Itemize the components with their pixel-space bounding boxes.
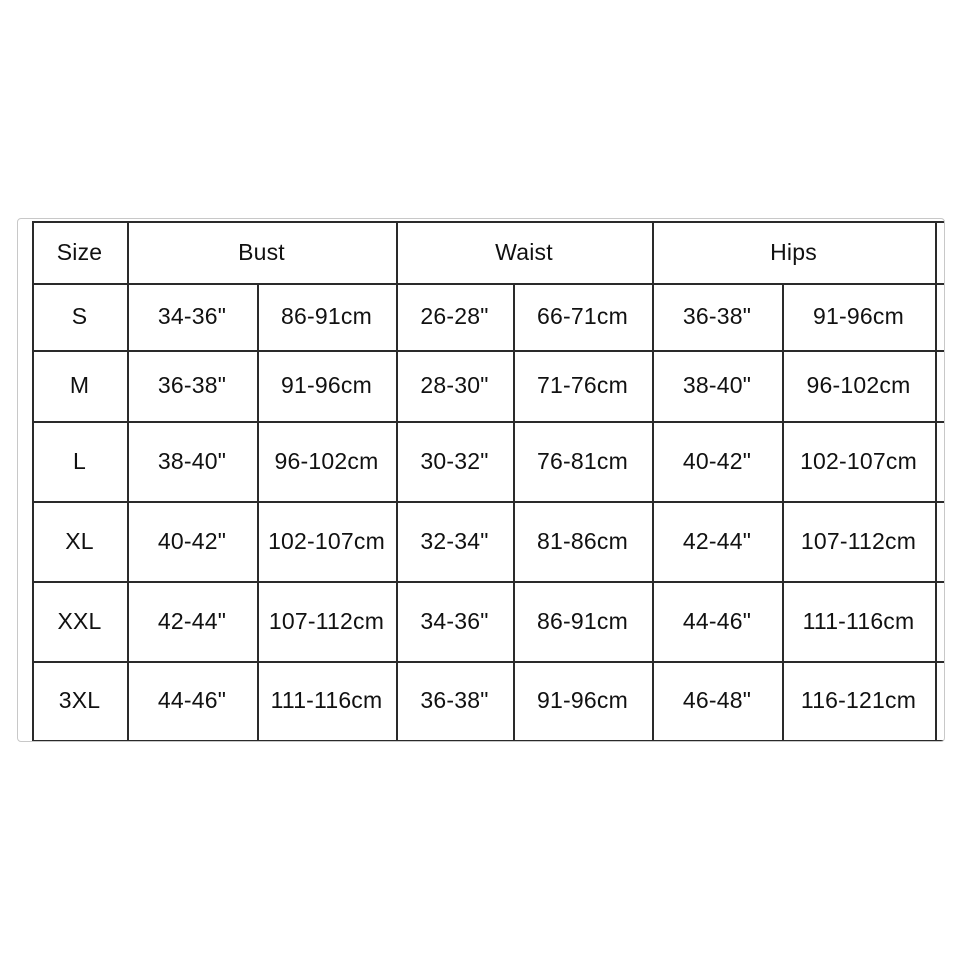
header-hips: Hips xyxy=(770,238,817,265)
cell-bust-cm: 102-107cm xyxy=(268,527,385,554)
cell-bust-in: 44-46" xyxy=(157,687,227,713)
cell-bust-in: 42-44" xyxy=(157,607,227,634)
cell-waist-in: 28-30" xyxy=(420,372,489,398)
cell-waist-in: 26-28" xyxy=(420,303,489,329)
cell-size: M xyxy=(69,372,90,398)
cell-hips-in: 40-42" xyxy=(682,447,752,474)
cell-bust-cm: 96-102cm xyxy=(274,447,379,474)
cell-waist-cm: 81-86cm xyxy=(537,527,628,554)
cell-hips-cm: 96-102cm xyxy=(806,372,911,398)
cell-waist-cm: 66-71cm xyxy=(537,303,628,329)
cell-bust-in: 40-42" xyxy=(157,527,227,554)
cell-waist-cm: 71-76cm xyxy=(537,372,628,398)
cell-hips-in: 46-48" xyxy=(682,687,752,713)
cell-bust-cm: 111-116cm xyxy=(270,687,383,713)
cell-hips-cm: 116-121cm xyxy=(800,687,917,713)
cell-waist-in: 34-36" xyxy=(420,607,489,634)
cell-hips-cm: 102-107cm xyxy=(800,447,917,474)
cell-size: 3XL xyxy=(58,687,101,713)
cell-bust-cm: 107-112cm xyxy=(268,607,385,634)
cell-bust-in: 36-38" xyxy=(157,372,227,398)
cell-size: XL xyxy=(65,527,94,554)
cell-waist-cm: 86-91cm xyxy=(537,607,628,634)
cell-hips-cm: 91-96cm xyxy=(813,303,904,329)
header-waist: Waist xyxy=(495,238,553,265)
cell-waist-in: 36-38" xyxy=(420,687,489,713)
size-chart-table xyxy=(17,218,945,742)
cell-hips-in: 36-38" xyxy=(682,303,752,329)
cell-bust-in: 34-36" xyxy=(157,303,227,329)
cell-waist-cm: 91-96cm xyxy=(537,687,628,713)
cell-hips-cm: 111-116cm xyxy=(802,607,915,634)
cell-size: XXL xyxy=(57,607,102,634)
cell-bust-in: 38-40" xyxy=(157,447,227,474)
cell-bust-cm: 91-96cm xyxy=(281,372,372,398)
cell-size: S xyxy=(71,303,88,329)
cell-waist-in: 32-34" xyxy=(420,527,489,554)
grid-line-col xyxy=(935,221,937,740)
cell-size: L xyxy=(73,447,86,474)
cell-hips-in: 38-40" xyxy=(682,372,752,398)
header-bust: Bust xyxy=(238,238,285,265)
cell-bust-cm: 86-91cm xyxy=(281,303,372,329)
cell-hips-in: 44-46" xyxy=(682,607,752,634)
grid-line-row xyxy=(32,740,945,742)
header-size: Size xyxy=(56,238,103,265)
cell-hips-in: 42-44" xyxy=(682,527,752,554)
cell-hips-cm: 107-112cm xyxy=(800,527,917,554)
cell-waist-cm: 76-81cm xyxy=(537,447,628,474)
cell-waist-in: 30-32" xyxy=(420,447,489,474)
